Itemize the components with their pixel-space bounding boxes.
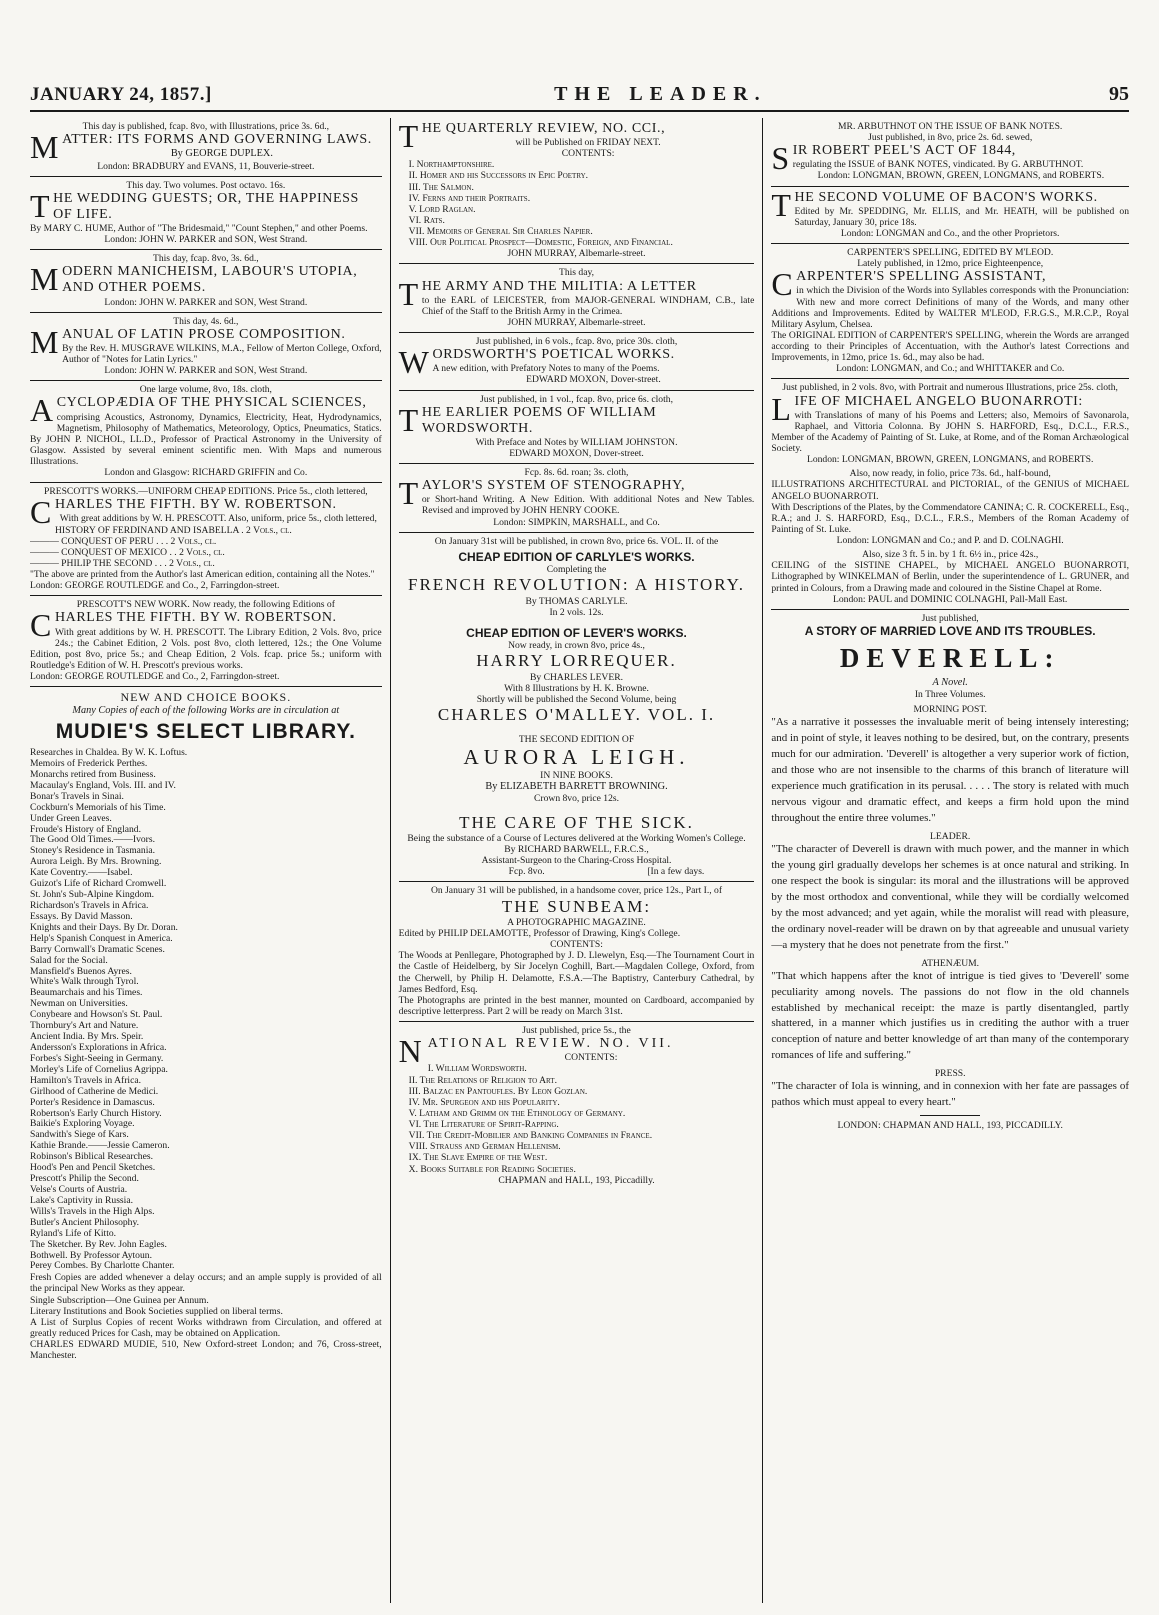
ad-body: or Short-hand Writing. A New Edition. With additional Notes and New Tables. Revised and improved by JOHN HENRY COOKE. [421,494,755,517]
masthead: THE LEADER. [554,83,767,105]
ad-title: THE SUNBEAM: [501,896,652,916]
ad-intro: On January 31st will be published, in crown 8vo, price 6s. VOL. II. of the [434,535,719,547]
library-title: Memoirs of Frederick Perthes. [30,758,148,770]
ad-publisher: LONDON: CHAPMAN AND HALL, 193, PICCADILLY. [837,1120,1063,1132]
ad-title: MATTER: ITS FORMS AND GOVERNING LAWS. [30,129,372,166]
ad-matter [30,118,382,177]
contents-list [409,159,755,248]
contents-item: VI. Rats. [408,214,445,226]
library-title: Velse's Courts of Austria. [30,1183,128,1195]
ad-body: A new edition, with Prefatory Notes to many of the Poems. [432,363,660,375]
ad-intro: This day is published, fcap. 8vo, with Illustrations, price 3s. 6d., [82,121,330,132]
contents-item: VIII. Our Political Prospect—Domestic, Foreign, and Financial. [408,237,673,249]
sick-author: By RICHARD BARWELL, F.R.C.S., [504,844,649,856]
ad-author: By GEORGE DUPLEX. [170,148,273,160]
carlyle-sub: Completing the [546,564,607,576]
ad-intro: Fcp. 8s. 6d. roan; 3s. cloth, [524,467,629,479]
ad-army-militia [399,264,755,333]
ad-publisher: EDWARD MOXON, Dover-street. [509,447,644,459]
library-title: Knights and their Days. By Dr. Doran. [30,921,178,933]
library-title: Kathie Brande.——Jessie Cameron. [30,1140,170,1152]
ad-michael-angelo [771,379,1129,609]
ad-novel: A Novel. [932,676,968,688]
ad-top: CARPENTER'S SPELLING, EDITED BY M'LEOD. [847,247,1054,259]
ad-title: CHARLES THE FIFTH. BY W. ROBERTSON. [30,494,337,531]
library-note: Literary Institutions and Book Societies supplied on liberal terms. [30,1305,283,1317]
ad-sunbeam [399,882,755,1022]
library-title: Barry Cornwall's Dramatic Scenes. [30,943,165,955]
ad-subtitle: will be Published on FRIDAY NEXT. [515,137,661,149]
library-title: Sandwith's Siege of Kars. [30,1129,129,1141]
aurora-intro: THE SECOND EDITION OF [518,733,635,745]
library-title: Guizot's Life of Richard Cromwell. [30,878,167,890]
illustrations-title: ILLUSTRATIONS ARCHITECTURAL and PICTORIAL, of the GENIUS of MICHAEL ANGELO BUONARROTI. [771,479,1130,502]
mudie-name: MUDIE'S SELECT LIBRARY. [55,719,356,743]
ad-publisher: London: LONGMAN and Co., and the other Proprietors. [840,227,1060,239]
review-list [771,704,1129,1111]
ad-stenography [399,464,755,533]
ad-intro: This day, fcap. 8vo, 3s. 6d., [152,253,259,265]
ad-publisher: JOHN MURRAY, Albemarle-street. [507,316,646,328]
library-title: Bonar's Travels in Sinai. [30,790,124,802]
ad-title: THE EARLIER POEMS OF WILLIAM WORDSWORTH. [398,401,657,438]
columns [30,118,1129,1603]
ad-body: Edited by Mr. SPEDDING, Mr. ELLIS, and Mr. HEATH, will be published on Saturday, January 30, price 18s. [794,205,1130,228]
ad-intro: This day, [558,267,595,279]
ad-quarterly-review [399,118,755,264]
review-text: "The character of Deverell is drawn with much power, and the manner in which the young girl gradually develops her schemes is at once natural and striking. In one respect the book is singular: its moral and the illustrations will be approved by the most orthodox and conventional, while they will be cordially welcomed by the most advanced; and yet again, while the moralist will read with pleasure, the ordinary novel-reader will be drawn on by that agreeable and unusual variety—a mystery that he does not penetrate from the first." [771,842,1130,951]
library-title: Morley's Life of Cornelius Agrippa. [30,1063,168,1075]
contents-label: CONTENTS: [550,939,603,951]
ad-body: to the EARL of LEICESTER, from MAJOR-GENERAL WINDHAM, C.B., late Chief of the Staff to the British Army in the Crimea. [421,294,755,317]
issue-date: JANUARY 24, 1857.] [30,84,212,105]
work-list-item: ——— CONQUEST OF PERU . . . 2 Vols., cl. [30,535,217,547]
ad-also-2: Also, size 3 ft. 5 in. by 1 ft. 6½ in., price 42s., [862,549,1039,561]
review-text: "As a narrative it possesses the invaluable merit of being intensely interesting; and in point of style, it leaves nothing to be desired, but, on the contrary, presents much for our admiration. 'Deverell' is altogether a very superior work of fiction, and those who are not insensible to the charms of this branch of literature will experience much gratification in its perusal. . . . . The story is related with much nervous vigour and dramatic effect, and keeps a firm hold upon the mind throughout the entire three volumes." [771,716,1130,824]
aurora-books: IN NINE BOOKS. [540,769,613,781]
contents-item: II. Homer and his Successors in Epic Poetry. [408,170,589,182]
library-note: A List of Surplus Copies of recent Works withdrawn from Circulation, and offered at greatly reduced Prices for Cash, may be obtained on Application. [30,1316,382,1339]
sick-title: THE CARE OF THE SICK. [459,812,694,832]
ad-body: With great additions by W. H. PRESCOTT. The Library Edition, 2 Vols. 8vo, price 24s.; the Cabinet Edition, 2 Vols. post 8vo, cloth lettered, 12s.; the One Volume Edition, post 8vo, price 5s.; and Cheap Edition, 2 Vols. fcap. price 5s.; uniform with Routledge's Edition of W. H. Prescott's previous works. [30,626,382,671]
ad-publisher: London and Glasgow: RICHARD GRIFFIN and Co. [104,467,308,479]
contents-item: VI. The Literature of Spirit-Rapping. [408,1119,559,1131]
ad-subtitle: A PHOTOGRAPHIC MAGAZINE. [507,916,646,928]
ad-latin-prose [30,313,382,382]
sick-format-line [399,866,755,877]
ad-intro: This day. Two volumes. Post octavo. 16s. [126,179,286,191]
ad-body: With great additions by W. H. PRESCOTT. Also, uniform, price 5s., cloth lettered, [59,513,377,525]
library-title: Richardson's Travels in Africa. [30,900,149,912]
ad-title: WORDSWORTH'S POETICAL WORKS. [398,344,675,381]
library-title: Robinson's Biblical Researches. [30,1151,153,1163]
carlyle-vols: In 2 vols. 12s. [549,606,604,618]
library-title: Kate Coventry.——Isabel. [30,867,133,879]
ad-modern-manicheism [30,250,382,312]
carlyle-author: By THOMAS CARLYLE. [525,595,628,607]
library-title: Cockburn's Memorials of his Time. [30,801,166,813]
ad-publisher: London: LONGMAN, BROWN, GREEN, LONGMANS, and ROBERTS. [806,454,1094,466]
lever-author: By CHARLES LEVER. [530,671,624,683]
library-title: Andersson's Explorations in Africa. [30,1042,167,1053]
ad-publisher: London: SIMPKIN, MARSHALL, and Co. [493,516,660,528]
ad-body: By the Rev. H. MUSGRAVE WILKINS, M.A., Fellow of Merton College, Oxford, Author of "Notes for Latin Lyrics." [62,342,382,366]
ad-title: NATIONAL REVIEW. NO. VII. [398,1033,674,1070]
ad-intro: Just published, [921,612,979,624]
ad-cyclopaedia [30,381,382,483]
library-title: Aurora Leigh. By Mrs. Browning. [30,856,162,868]
ad-title: LIFE OF MICHAEL ANGELO BUONARROTI: [771,390,1083,427]
library-title: Hamilton's Travels in Africa. [30,1074,141,1086]
library-title: Salad for the Social. [30,954,108,966]
contents-item: V. Latham and Grimm on the Ethnology of Germany. [408,1107,626,1119]
library-note: Fresh Copies are added whenever a delay occurs; and an ample supply is provided of all the principal New Works as they appear. [30,1272,382,1295]
ad-title: CARPENTER'S SPELLING ASSISTANT, [771,266,1047,303]
ad-publisher: JOHN MURRAY, Albemarle-street. [507,248,646,260]
ad-contents: The Woods at Penllegare, Photographed by J. D. Llewelyn, Esq.—The Tournament Court in the Castle of Heidelberg, by Sir Jocelyn Coghill, Bart.—Magdalen College, Oxford, from the Cherwell, by Philip H. Delamotte, F.S.A.—The Baptistry, Canterbury Cathedral, by James Bedford, Esq. [398,950,755,995]
library-title: Ryland's Life of Kitto. [30,1227,117,1239]
contents-item: II. The Relations of Religion to Art. [408,1074,557,1086]
ad-prescott-works [30,483,382,596]
ad-body: comprising Acoustics, Astronomy, Dynamics, Electricity, Heat, Hydrodynamics, Magnetism, Philosophy of Mathematics, Meteorology, Optics, Pneumatics, Statics. By JOHN P. NICHOL, LL.D., Professor of Practical Astronomy in the University of Glasgow. Assisted by several eminent scientific men. With Maps and numerous Illustrations. [30,411,382,467]
ad-publisher: CHAPMAN and HALL, 193, Piccadilly. [498,1174,655,1186]
ad-vols: In Three Volumes. [914,689,986,700]
contents-item: III. Balzac en Pantoufles. By Leon Gozlan. [408,1085,588,1097]
ad-body: in which the Division of the Words into Syllables corresponds with the Pronunciation: With new and more correct Definitions of many of the Words, and many other Additions and Improvements. Edited by WALTER M'LEOD, F.R.G.S., M.R.C.P., Royal Military Asylum, Chelsea. [771,285,1130,330]
ad-intro: PRESCOTT'S NEW WORK. Now ready, the following Editions of [76,599,335,611]
library-title: Help's Spanish Conquest in America. [30,932,173,944]
column-left [30,118,390,1603]
ad-carpenter-spelling [771,244,1129,379]
aurora-price: Crown 8vo, price 12s. [534,793,619,805]
library-title: Conybeare and Howson's St. Paul. [30,1009,163,1021]
ad-note: "The above are printed from the Author's last American edition, containing all the Notes." [30,569,375,581]
mudie-heading: NEW AND CHOICE BOOKS. [120,690,292,705]
library-title: Ancient India. By Mrs. Speir. [30,1031,144,1043]
ad-publisher: London: LONGMAN, and Co.; and WHITTAKER and Co. [836,363,1065,375]
column-right [762,118,1129,1603]
library-note: CHARLES EDWARD MUDIE, 510, New Oxford-street London; and 76, Cross-street, Manchester. [30,1339,382,1362]
ad-title: SIR ROBERT PEEL'S ACT OF 1844, [771,140,1016,177]
ad-intro: This day, 4s. 6d., [173,315,239,327]
library-title: Lake's Captivity in Russia. [30,1194,133,1206]
ad-note: The Photographs are printed in the best manner, mounted on Cardboard, accompanied by descriptive letterpress. Part 2 will be ready on March 31st. [398,994,755,1017]
ad-intro: On January 31 will be published, in a handsome cover, price 12s., Part I., of [430,885,723,897]
contents-item: V. Lord Raglan. [408,203,476,215]
library-title: Mansfield's Buenos Ayres. [30,965,132,977]
carlyle-heading: CHEAP EDITION OF CARLYLE'S WORKS. [458,549,695,564]
ceiling-publisher: London: PAUL and DOMINIC COLNAGHI, Pall-Mall East. [833,593,1068,605]
lever-heading: CHEAP EDITION OF LEVER'S WORKS. [466,625,687,640]
ad-publisher: London: JOHN W. PARKER and SON, West Strand. [104,365,308,377]
library-title: Under Green Leaves. [30,812,112,824]
ad-prescott-new [30,596,382,687]
contents-item: IV. Ferns and their Portraits. [408,192,531,204]
ad-body: with Translations of many of his Poems and Letters; also, Memoirs of Savonarola, Raphael, and Vittoria Colonna. By JOHN S. HARFORD, Esq., D.C.L., F.R.S., Member of the Academy of Painting of St. Luke, at Rome, and of the Roman Archæological Society. [771,409,1130,454]
ad-editor: Edited by PHILIP DELAMOTTE, Professor of Drawing, King's College. [398,928,681,940]
ad-title: ACYCLOPÆDIA OF THE PHYSICAL SCIENCES, [30,392,367,429]
library-title: Perey Combes. By Charlotte Chanter. [30,1260,175,1272]
mudie-subheading: Many Copies of each of the following Works are in circulation at [72,704,340,716]
library-title: Thornbury's Art and Nature. [30,1020,139,1032]
ad-intro: PRESCOTT'S WORKS.—UNIFORM CHEAP EDITIONS. Price 5s., cloth lettered, [44,486,368,498]
library-title: St. John's Sub-Alpine Kingdom. [30,889,155,901]
ad-peel-act [771,118,1129,187]
review-text: "That which happens after the knot of intrigue is tied gives to 'Deverell' some peculiarity among novels. The passions do not flow in the old channels established by mechanical receipt: the maze is partly disentangled, partly shattered, in a manner which justifies us in crediting the author with a truer conception of nature and better knowledge of art than many of the contemporary romances of life and suffering." [771,969,1130,1062]
contents-item: VII. The Credit-Mobilier and Banking Companies in France. [408,1130,653,1142]
ad-body: regulating the ISSUE of BANK NOTES, vindicated. By G. ARBUTHNOT. [792,159,1084,171]
sick-days: [In a few days. [647,866,705,878]
contents-item: X. Books Suitable for Reading Societies. [408,1163,576,1175]
contents-item: VII. Memoirs of General Sir Charles Napier. [408,226,593,238]
ad-publisher: London: GEORGE ROUTLEDGE and Co., 2, Farringdon-street. [30,671,280,683]
library-title: Monarchs retired from Business. [30,768,156,780]
ad-title: THE ARMY AND THE MILITIA: A LETTER [398,275,697,312]
contents-list [409,1063,755,1174]
ad-national-review [399,1022,755,1190]
library-title: Hood's Pen and Pencil Sketches. [30,1162,156,1174]
carlyle-work: FRENCH REVOLUTION: A HISTORY. [408,575,745,595]
library-title: Macaulay's England, Vols. III. and IV. [30,779,176,791]
ad-intro: One large volume, 8vo, 18s. cloth, [139,384,272,396]
ad-title: DEVERELL: [839,643,1061,674]
library-note: Single Subscription—One Guinea per Annum. [30,1294,209,1306]
review-source: MORNING POST. [913,704,987,716]
review-source: PRESS. [934,1068,966,1080]
ad-bacon-works [771,187,1129,244]
ad-deverell [771,610,1129,1136]
lever-illus: With 8 Illustrations by H. K. Browne. [504,683,649,694]
review-source: ATHENÆUM. [921,957,980,969]
ad-title: MODERN MANICHEISM, LABOUR'S UTOPIA, AND OTHER POEMS. [30,261,358,298]
contents-item: I. William Wordsworth. [427,1063,527,1075]
mudie-title-list [30,748,382,1272]
contents-item: IX. The Slave Empire of the West. [408,1152,548,1164]
ad-publisher: London: BRADBURY and EVANS, 11, Bouverie-street. [97,160,315,172]
library-title: Newman on Universities. [30,998,128,1010]
ad-title: MANUAL OF LATIN PROSE COMPOSITION. [30,323,346,360]
work-list-item: ——— CONQUEST OF MEXICO . . 2 Vols., cl. [30,546,225,558]
mudie-footer [30,1272,382,1361]
library-title: Essays. By David Masson. [30,910,133,922]
divider [920,1115,980,1116]
ad-publisher: EDWARD MOXON, Dover-street. [526,374,661,386]
ad-intro: Just published, in 6 vols., fcap. 8vo, price 30s. cloth, [475,336,678,348]
ad-wordsworth-works [399,333,755,390]
ad-top: MR. ARBUTHNOT ON THE ISSUE OF BANK NOTES. [838,121,1063,132]
ad-body-2: The ORIGINAL EDITION of CARPENTER'S SPELLING, wherein the Words are arranged according to their Principles of Accentuation, with the Author's latest Corrections and Improvements, in 12mo, price 1s. 6d., may also be had. [771,329,1130,364]
ceiling-description: CEILING of the SISTINE CHAPEL, by MICHAEL ANGELO BUONARROTI, Lithographed by WINKELMAN of Berlin, under the superintendence of L. GRUNER, and printed in Colours, from a Drawing made and coloured in the Sistine Chapel at Rome. [771,560,1130,594]
library-title: Robertson's Early Church History. [30,1107,162,1119]
ad-title: THE WEDDING GUESTS; OR, THE HAPPINESS OF LIFE. [30,187,359,224]
contents-item: IV. Mr. Spurgeon and his Popularity. [408,1096,560,1108]
contents-item: VIII. Strauss and German Hellenism. [408,1141,561,1153]
sick-body: Being the substance of a Course of Lectures delivered at the Working Women's College. [407,832,746,844]
library-title: Porter's Residence in Damascus. [30,1096,155,1108]
ad-title: TAYLOR'S SYSTEM OF STENOGRAPHY, [398,475,686,512]
aurora-author: By ELIZABETH BARRETT BROWNING. [485,781,668,793]
aurora-title: AURORA LEIGH. [463,744,690,769]
library-title: Girlhood of Catherine de Medici. [30,1085,159,1097]
ad-publisher: London: JOHN W. PARKER and SON, West Strand. [104,296,308,308]
ad-title: THE QUARTERLY REVIEW, NO. CCI., [398,118,666,154]
lever-work: HARRY LORREQUER. [476,651,677,671]
ad-title: THE SECOND VOLUME OF BACON'S WORKS. [771,186,1098,223]
library-title: The Good Old Times.——Ivors. [30,834,155,846]
ad-title: CHARLES THE FIFTH. BY W. ROBERTSON. [30,607,337,644]
ad-body: With Preface and Notes by WILLIAM JOHNSTON. [475,436,678,448]
contents-item: I. Northamptonshire. [408,159,495,171]
contents-label: CONTENTS: [561,148,615,160]
lever-next: Shortly will be published the Second Volume, being [476,694,677,706]
library-title: The Sketcher. By Rev. John Eagles. [30,1238,167,1250]
library-title: Butler's Ancient Philosophy. [30,1216,140,1228]
ad-intro: Lately published, in 12mo, price Eighteenpence, [857,258,1044,270]
ad-subtitle: A STORY OF MARRIED LOVE AND ITS TROUBLES. [804,623,1096,638]
ad-mudie-library [30,687,382,1365]
illustrations-body: With Descriptions of the Plates, by the Commendatore CANINA; C. R. COCKERELL, Esq., R.A.; and J. S. HARFORD, Esq., D.C.L., F.R.S., Members of the Roman Academy of Painting of St. Luke. [771,501,1130,535]
work-list-item: HISTORY OF FERDINAND AND ISABELLA . 2 Vols., cl. [54,524,292,536]
review-source: LEADER. [930,830,971,842]
contents-item: III. The Salmon. [408,181,474,193]
lever-intro: Now ready, in crown 8vo, price 4s., [508,640,645,652]
ad-intro: Just published, in 1 vol., fcap. 8vo, price 6s. cloth, [480,393,673,405]
ad-publisher: London: GEORGE ROUTLEDGE and Co., 2, Farringdon-street. [30,580,280,592]
library-title: Forbes's Sight-Seeing in Germany. [30,1052,164,1064]
library-title: Researches in Chaldea. By W. K. Loftus. [30,747,188,759]
lever-next-title: CHARLES O'MALLEY. VOL. I. [437,705,716,725]
ad-body: By MARY C. HUME, Author of "The Bridesmaid," "Count Stephen," and other Poems. [30,223,368,234]
page-header [30,72,1129,112]
ad-publisher: London: LONGMAN, BROWN, GREEN, LONGMANS, and ROBERTS. [817,170,1105,182]
column-middle [390,118,763,1603]
library-title: Wills's Travels in the High Alps. [30,1205,155,1217]
library-title: White's Walk through Tyrol. [30,976,139,988]
ad-publisher: London: JOHN W. PARKER and SON, West Strand. [104,234,308,246]
ad-intro: Just published, price 5s., the [522,1025,631,1037]
ad-also: Also, now ready, in folio, price 73s. 6d., half-bound, [849,468,1051,480]
library-title: Froude's History of England. [30,823,141,835]
library-title: Prescott's Philip the Second. [30,1173,139,1185]
illustrations-publisher: London: LONGMAN and Co.; and P. and D. COLNAGHI. [836,535,1064,546]
ad-intro: Just published, in 2 vols. 8vo, with Portrait and numerous Illustrations, price 25s. cloth, [782,382,1118,394]
ad-chapman-hall [399,533,755,883]
work-list-item: ——— PHILIP THE SECOND . . . 2 Vols., cl. [30,557,215,569]
ad-intro: Just published, in 8vo, price 2s. 6d. sewed, [868,132,1033,144]
library-title: Beaumarchais and his Times. [30,987,143,999]
sick-format: Fcp. 8vo. [508,866,545,878]
library-title: Stoney's Residence in Tasmania. [30,845,156,857]
contents-label: CONTENTS: [564,1052,618,1064]
review-text: "The character of Iola is winning, and in connexion with her fate are passages of pathos which must appeal to every heart." [771,1080,1130,1109]
library-title: Baikie's Exploring Voyage. [30,1118,135,1130]
ad-wedding-guests [30,177,382,251]
page-number: 95 [1109,83,1129,105]
ad-earlier-poems [399,391,755,465]
sick-role: Assistant-Surgeon to the Charing-Cross Hospital. [481,855,672,867]
library-title: Bothwell. By Professor Aytoun. [30,1249,152,1261]
